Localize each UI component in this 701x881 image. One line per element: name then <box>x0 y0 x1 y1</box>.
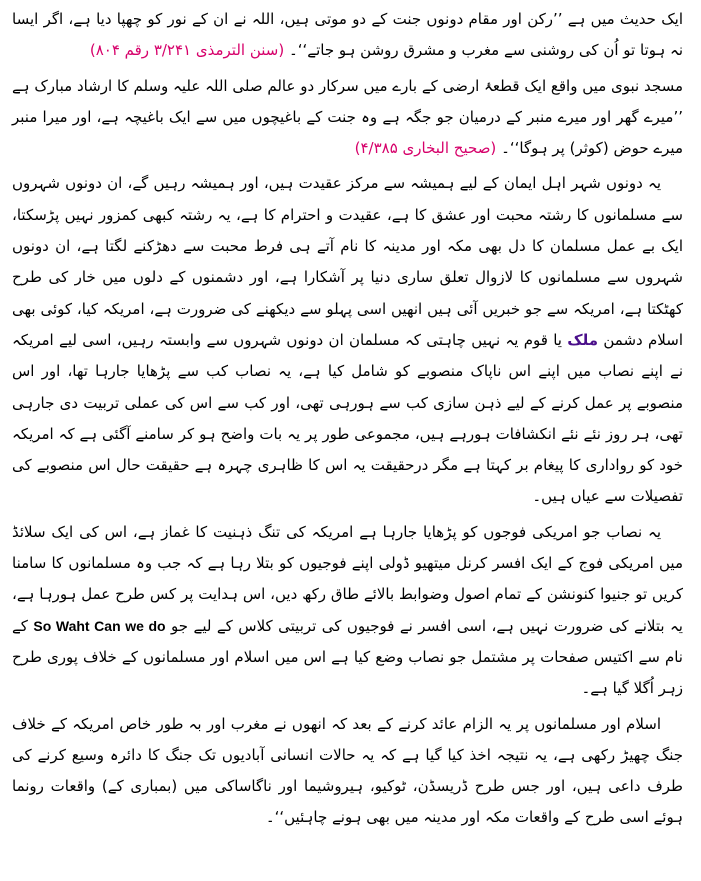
paragraph-text: مسجد نبوی میں واقع ایک قطعۂ ارضی کے بارے میں سرکار دو عالم صلی اللہ علیہ وسلم کا ارشاد مبارک ہے ’’میرے گھر اور میرے منبر کے درمیان جو جگہ ہے وہ جنت کے باغیچوں میں سے ایک باغیچہ ہے، اور میرا منبر میرے حوض (کوثر) پر ہوگا‘‘۔ <box>12 76 683 158</box>
paragraph-conclusion <box>12 709 683 834</box>
paragraph-text: اسلام اور مسلمانوں پر یہ الزام عائد کرنے کے بعد کہ انھوں نے مغرب اور بہ طور خاص امریکہ کے خلاف جنگ چھیڑ رکھی ہے، یہ نتیجہ اخذ کیا گیا ہے کہ یہ حالات انسانی آبادیوں تک جنگ کا دائرہ وسیع کرنے کی طرف داعی ہیں، اور جس طرح ڈریسڈن، ٹوکیو، ہیروشیما اور ناگاساکی میں (بمباری کے) واقعات رونما ہوئے اسی طرح کے واقعات مکہ اور مدینہ میں بھی ہونے چاہئیں‘‘۔ <box>12 714 683 827</box>
citation-tirmidhi: (سنن الترمذی ۳/۲۴۱ رقم ۸۰۴) <box>89 41 285 60</box>
paragraph-masjid-nabawi <box>12 71 683 165</box>
highlighted-word: ملک <box>567 330 599 349</box>
paragraph-text: یہ دونوں شہر اہل ایمان کے لیے ہمیشہ سے مرکز عقیدت ہیں، اور ہمیشہ رہیں گے، ان دونوں شہروں سے مسلمانوں کا رشتہ محبت اور عشق کا ہے، عقیدت و احترام کا ہے، یہ رشتہ کبھی کمزور نہیں پڑسکتا، ایک بے عمل مسلمان کا دل بھی مکہ اور مدینہ کا نام آتے ہی فرط محبت سے دھڑکنے لگتا ہے، ان دونوں شہروں سے مسلمانوں کا لازوال تعلق ساری دنیا پر آشکارا ہے، اور دشمنوں کے دلوں میں خار کی طرح کھٹکتا ہے، امریکہ سے جو خبریں آئی ہیں انھیں اسی پہلو سے دیکھنے کی ضرورت ہے، امریکہ کیا، کوئی بھی اسلام دشمن <box>12 174 683 349</box>
english-phrase: So Waht Can we do <box>33 617 166 634</box>
paragraph-text: یہ نصاب جو امریکی فوجوں کو پڑھایا جارہا ہے امریکہ کی تنگ ذہنیت کا غماز ہے، اس کی ایک سلائڈ میں امریکی فوج کے ایک افسر کرنل میتھیو ڈولی اپنے فوجیوں کو بتلا رہا ہے کہ جب وہ مسلمانوں کا سامنا کریں تو جنیوا کنونشن کے تمام اصول وضوابط بالائے طاق رکھ دیں، اس ہدایت پر کس طرح عمل ہورہا ہے، یہ بتلانے کی ضرورت نہیں ہے، اسی افسر نے فوجیوں کی تربیتی کلاس کے لیے جو <box>12 522 683 635</box>
paragraph-text: ایک حدیث میں ہے ’’رکن اور مقام دونوں جنت کے دو موتی ہیں، اللہ نے ان کے نور کو چھپا دیا ہے، اگر ایسا نہ ہوتا تو اُن کی روشنی سے مغرب و مشرق روشن ہو جاتے‘‘۔ <box>12 10 683 60</box>
paragraph-text-continued: یا قوم یہ نہیں چاہتی کہ مسلمان ان دونوں شہروں سے وابستہ رہیں، اسی لیے امریکہ نے اپنے نصاب میں اپنے اس ناپاک منصوبے کو شامل کیا ہے، یہ نصاب کب سے پڑھایا جارہا تھا، اور اس منصوبے پر عمل کرنے کے لیے ذہن سازی کب سے ہورہی تھی، اور کب سے اس کی عملی تربیت دی جارہی تھی، ہر روز نئے نئے انکشافات ہورہے ہیں، مجموعی طور پر یہ بات واضح ہو کر سامنے آگئی ہے کہ امریکہ خود کو رواداری کا پیغام بر کہتا ہے مگر درحقیقت یہ اس کا ظاہری چہرہ ہے حقیقت حال اس منصوبے کی تفصیلات سے عیاں ہیں۔ <box>12 330 683 506</box>
paragraph-hadith-rukn <box>12 4 683 67</box>
paragraph-text-continued: کے نام سے اکتیس صفحات پر مشتمل جو نصاب وضع کیا ہے اس میں اسلام اور مسلمانوں کے خلاف پوری طرح زہر اُگلا گیا ہے۔ <box>12 616 683 698</box>
paragraph-two-cities <box>12 168 683 512</box>
paragraph-curriculum <box>12 517 683 705</box>
citation-bukhari: (صحیح البخاری ۴/۳۸۵) <box>354 139 497 158</box>
